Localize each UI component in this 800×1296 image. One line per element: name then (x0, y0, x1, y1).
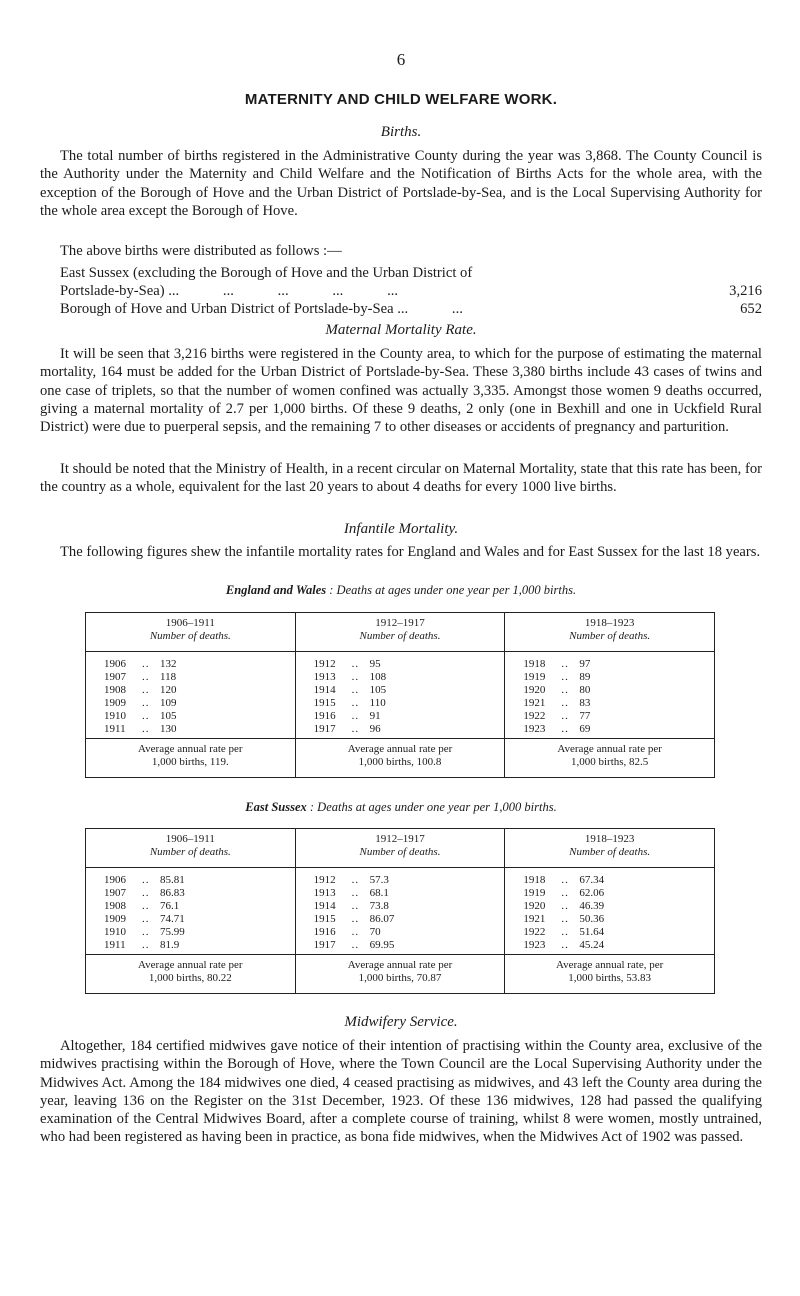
average-value: 1,000 births, 82.5 (571, 756, 649, 768)
column-subtitle: Number of deaths. (569, 846, 651, 858)
caption-text: : Deaths at ages under one year per 1,000 births. (326, 583, 577, 597)
leader-dots: .. (561, 723, 569, 735)
ministry-paragraph-text: It should be noted that the Ministry of Health, in a recent circular on Maternal Mortality, state that this rate has been, for the country as a whole, equivalent for the last 20 years to about 4 deaths for every 1000 live births. (40, 461, 762, 496)
leader-dots: .. (561, 926, 569, 938)
column-subtitle: Number of deaths. (359, 630, 441, 642)
death-rate-value: 86.83 (160, 887, 185, 899)
death-rate-value: 109 (160, 697, 177, 709)
average-cell (505, 739, 715, 778)
year-row (86, 939, 295, 952)
death-rate-value: 70 (369, 926, 381, 938)
births-heading: Births. (380, 124, 422, 140)
death-rate-value: 68.1 (369, 887, 389, 899)
death-rate-value: 45.24 (579, 939, 605, 951)
death-rate-value: 51.64 (579, 926, 605, 938)
year-label: 1921 (523, 913, 546, 925)
death-rate-value: 95 (369, 658, 381, 670)
year-cell-group (86, 868, 296, 955)
table-header-row (86, 829, 715, 868)
leader-dots: .. (561, 887, 569, 899)
year-label: 1916 (313, 926, 336, 938)
period-label: 1918–1923 (584, 833, 635, 845)
year-row (505, 926, 714, 939)
year-row (505, 900, 714, 913)
year-row (505, 939, 714, 952)
average-cell (295, 739, 505, 778)
distribution-label: Borough of Hove and Urban District of Portslade-by-Sea ... ... (60, 301, 463, 317)
distribution-row (60, 300, 762, 318)
leader-dots: .. (351, 939, 360, 951)
death-rate-value: 81.9 (160, 939, 180, 951)
period-label: 1912–1917 (375, 617, 425, 629)
year-label: 1913 (313, 671, 336, 683)
infantile-paragraph (40, 543, 762, 561)
year-row (505, 913, 714, 926)
year-row (86, 710, 295, 723)
year-label: 1916 (313, 710, 336, 722)
year-row (296, 671, 505, 684)
year-label: 1907 (104, 671, 126, 683)
death-rate-value: 120 (160, 684, 177, 696)
column-header (86, 829, 296, 868)
leader-dots: .. (351, 697, 360, 709)
maternal-paragraph (40, 345, 762, 436)
leader-dots: .. (561, 658, 569, 670)
year-label: 1912 (313, 874, 336, 886)
year-label: 1917 (313, 723, 336, 735)
leader-dots: .. (561, 913, 569, 925)
column-header (86, 613, 296, 652)
death-rate-value: 110 (369, 697, 386, 709)
year-label: 1920 (523, 684, 546, 696)
page-title: MATERNITY AND CHILD WELFARE WORK. (244, 91, 558, 108)
year-cell-group (86, 652, 296, 739)
distribution-label: East Sussex (excluding the Borough of Hove and the Urban District of (60, 265, 473, 281)
average-value: 1,000 births, 100.8 (358, 756, 442, 768)
death-rate-value: 77 (579, 710, 591, 722)
year-row (86, 900, 295, 913)
average-value: 1,000 births, 53.83 (568, 972, 652, 984)
leader-dots: .. (351, 887, 360, 899)
average-label: Average annual rate per (347, 959, 453, 971)
death-rate-value: 46.39 (579, 900, 605, 912)
distribution-intro-text: The above births were distributed as follows :— (60, 243, 342, 259)
year-row (505, 723, 714, 736)
leader-dots: .. (561, 684, 569, 696)
death-rate-value: 96 (369, 723, 381, 735)
death-rate-value: 105 (369, 684, 387, 696)
midwifery-heading: Midwifery Service. (344, 1014, 458, 1030)
death-rate-value: 97 (579, 658, 591, 670)
year-row (505, 697, 714, 710)
page-number: 6 (396, 50, 406, 69)
leader-dots: .. (142, 723, 150, 735)
average-cell (295, 955, 505, 994)
year-row (505, 671, 714, 684)
table-average-row (86, 955, 715, 994)
period-label: 1906–1911 (165, 617, 215, 629)
year-row (296, 710, 505, 723)
year-label: 1909 (104, 697, 126, 709)
year-row (296, 684, 505, 697)
leader-dots: .. (142, 887, 150, 899)
leader-dots: .. (142, 939, 150, 951)
table-average-row (86, 739, 715, 778)
leader-dots: .. (142, 874, 150, 886)
distribution-row (60, 264, 762, 282)
year-cell-group (295, 652, 505, 739)
year-row (86, 684, 295, 697)
year-label: 1920 (523, 900, 546, 912)
leader-dots: .. (561, 939, 569, 951)
england-wales-table (85, 612, 715, 778)
year-row (86, 913, 295, 926)
death-rate-value: 75.99 (160, 926, 185, 938)
column-header (505, 829, 715, 868)
death-rate-value: 50.36 (579, 913, 605, 925)
death-rate-value: 62.06 (579, 887, 605, 899)
midwifery-paragraph (40, 1037, 762, 1147)
births-paragraph (40, 147, 762, 220)
year-row (296, 926, 505, 939)
death-rate-value: 89 (579, 671, 591, 683)
period-label: 1912–1917 (375, 833, 425, 845)
leader-dots: .. (561, 874, 569, 886)
column-header (295, 613, 505, 652)
maternal-paragraph-text: It will be seen that 3,216 births were registered in the County area, to which for the purpose of estimating the maternal mortality, 164 must be added for the Urban District of Portslade-by-Sea. These 3,380 births include 43 cases of twins and one case of triplets, so that the number of women confined was actually 3,335. Amongst those women 9 deaths occurred, giving a maternal mortality of 2.7 per 1,000 births. Of these 9 deaths, 2 only (one in Bexhill and one in Uckfield Rural District) were due to puerperal sepsis, and the remaining 7 to other diseases or accidents of pregnancy and parturition. (40, 346, 762, 436)
table-data-row (86, 652, 715, 739)
death-rate-value: 76.1 (160, 900, 180, 912)
column-header (505, 613, 715, 652)
leader-dots: .. (142, 710, 150, 722)
leader-dots: .. (351, 874, 360, 886)
year-row (86, 697, 295, 710)
leader-dots: .. (142, 900, 150, 912)
distribution-intro (40, 242, 762, 260)
year-label: 1912 (313, 658, 336, 670)
death-rate-value: 105 (160, 710, 177, 722)
year-label: 1908 (104, 900, 126, 912)
leader-dots: .. (561, 900, 569, 912)
column-subtitle: Number of deaths. (359, 846, 441, 858)
year-label: 1922 (523, 926, 546, 938)
year-label: 1907 (104, 887, 126, 899)
year-cell-group (505, 868, 715, 955)
column-subtitle: Number of deaths. (149, 630, 231, 642)
year-label: 1914 (313, 900, 336, 912)
leader-dots: .. (561, 671, 569, 683)
year-row (505, 658, 714, 671)
year-label: 1915 (313, 913, 336, 925)
year-row (296, 939, 505, 952)
east-sussex-table (85, 828, 715, 994)
distribution-label: Portslade-by-Sea) ... ... ... ... ... (60, 283, 399, 299)
leader-dots: .. (142, 697, 150, 709)
distribution-row (60, 282, 762, 300)
infantile-heading: Infantile Mortality. (343, 521, 459, 537)
year-row (296, 887, 505, 900)
year-row (86, 671, 295, 684)
leader-dots: .. (351, 658, 360, 670)
death-rate-value: 130 (160, 723, 177, 735)
death-rate-value: 74.71 (160, 913, 185, 925)
year-row (505, 684, 714, 697)
year-row (296, 723, 505, 736)
distribution-value: 3,216 (729, 283, 762, 299)
year-row (505, 887, 714, 900)
average-label: Average annual rate per (557, 743, 662, 755)
leader-dots: .. (561, 697, 569, 709)
death-rate-value: 80 (579, 684, 591, 696)
death-rate-value: 86.07 (369, 913, 395, 925)
year-label: 1915 (313, 697, 336, 709)
average-value: 1,000 births, 119. (151, 756, 229, 768)
table-data-row (86, 868, 715, 955)
leader-dots: .. (351, 926, 360, 938)
year-label: 1918 (523, 658, 546, 670)
year-row (296, 900, 505, 913)
table-header-row (86, 613, 715, 652)
column-subtitle: Number of deaths. (149, 846, 231, 858)
caption-region: East Sussex (245, 800, 307, 814)
period-label: 1906–1911 (165, 833, 215, 845)
column-header (295, 829, 505, 868)
infantile-paragraph-text: The following figures shew the infantile mortality rates for England and Wales and for East Sussex for the last 18 years. (60, 544, 761, 560)
death-rate-value: 73.8 (369, 900, 389, 912)
year-label: 1911 (104, 723, 126, 735)
year-row (296, 913, 505, 926)
distribution-value: 652 (740, 301, 762, 317)
leader-dots: .. (351, 913, 360, 925)
death-rate-value: 85.81 (160, 874, 185, 886)
year-label: 1909 (104, 913, 126, 925)
leader-dots: .. (142, 684, 150, 696)
table-caption-east-sussex (40, 800, 762, 815)
average-value: 1,000 births, 70.87 (358, 972, 442, 984)
year-label: 1908 (104, 684, 126, 696)
death-rate-value: 118 (160, 671, 177, 683)
average-label: Average annual rate, per (556, 959, 664, 971)
year-label: 1923 (523, 723, 546, 735)
year-label: 1919 (523, 671, 546, 683)
year-label: 1911 (104, 939, 126, 951)
leader-dots: .. (561, 710, 569, 722)
average-cell (86, 739, 296, 778)
year-cell-group (295, 868, 505, 955)
death-rate-value: 67.34 (579, 874, 605, 886)
caption-text: : Deaths at ages under one year per 1,000 births. (306, 800, 557, 814)
average-value: 1,000 births, 80.22 (148, 972, 232, 984)
year-label: 1921 (523, 697, 546, 709)
leader-dots: .. (351, 671, 360, 683)
death-rate-value: 57.3 (369, 874, 389, 886)
column-subtitle: Number of deaths. (569, 630, 651, 642)
year-label: 1923 (523, 939, 546, 951)
year-label: 1906 (104, 874, 126, 886)
year-label: 1910 (104, 926, 126, 938)
period-label: 1918–1923 (584, 617, 635, 629)
average-label: Average annual rate per (347, 743, 453, 755)
death-rate-value: 83 (579, 697, 591, 709)
death-rate-value: 91 (369, 710, 381, 722)
year-label: 1918 (523, 874, 546, 886)
year-row (296, 874, 505, 887)
midwifery-paragraph-text: Altogether, 184 certified midwives gave notice of their intention of practising within the County area, exclusive of the midwives practising within the Borough of Hove, where the Town Council are the Local Supervising Authority under the Midwives Act. Among the 184 midwives one died, 4 ceased practising as midwives, and 43 left the County area during the year, leaving 136 on the Register on the 31st December, 1923. Of these 136 midwives, 128 had passed the qualifying examination of the Central Midwives Board, after a complete course of training, whilst 8 were women, mostly untrained, who had been registered as having been in practice, as bona fide midwives, when the Midwives Act of 1902 was passed. (40, 1038, 762, 1146)
average-label: Average annual rate per (138, 959, 243, 971)
table-caption-england (40, 583, 762, 598)
leader-dots: .. (351, 710, 360, 722)
leader-dots: .. (351, 684, 360, 696)
death-rate-value: 69 (579, 723, 591, 735)
year-label: 1906 (104, 658, 126, 670)
leader-dots: .. (351, 900, 360, 912)
leader-dots: .. (142, 671, 150, 683)
leader-dots: .. (142, 913, 150, 925)
death-rate-value: 108 (369, 671, 387, 683)
year-row (86, 887, 295, 900)
year-label: 1919 (523, 887, 546, 899)
year-label: 1914 (313, 684, 336, 696)
leader-dots: .. (142, 658, 150, 670)
death-rate-value: 132 (160, 658, 177, 670)
year-row (296, 697, 505, 710)
year-row (86, 874, 295, 887)
average-cell (86, 955, 296, 994)
year-row (86, 658, 295, 671)
year-cell-group (505, 652, 715, 739)
year-label: 1913 (313, 887, 336, 899)
leader-dots: .. (142, 926, 150, 938)
average-label: Average annual rate per (138, 743, 243, 755)
leader-dots: .. (351, 723, 360, 735)
year-label: 1917 (313, 939, 336, 951)
maternal-heading: Maternal Mortality Rate. (325, 322, 477, 338)
births-distribution (60, 264, 762, 318)
ministry-paragraph (40, 460, 762, 497)
caption-region: England and Wales (225, 583, 327, 597)
births-paragraph-text: The total number of births registered in the Administrative County during the year was 3,868. The County Council is the Authority under the Maternity and Child Welfare and the Notification of Births Acts for the whole area, with the exception of the Borough of Hove and the Urban District of Portslade-by-Sea, and is the Local Supervising Authority for the whole area except the Borough of Hove. (40, 148, 762, 219)
average-cell (505, 955, 715, 994)
death-rate-value: 69.95 (369, 939, 395, 951)
year-row (505, 710, 714, 723)
year-label: 1922 (523, 710, 546, 722)
year-label: 1910 (104, 710, 126, 722)
year-row (505, 874, 714, 887)
year-row (86, 723, 295, 736)
year-row (296, 658, 505, 671)
year-row (86, 926, 295, 939)
